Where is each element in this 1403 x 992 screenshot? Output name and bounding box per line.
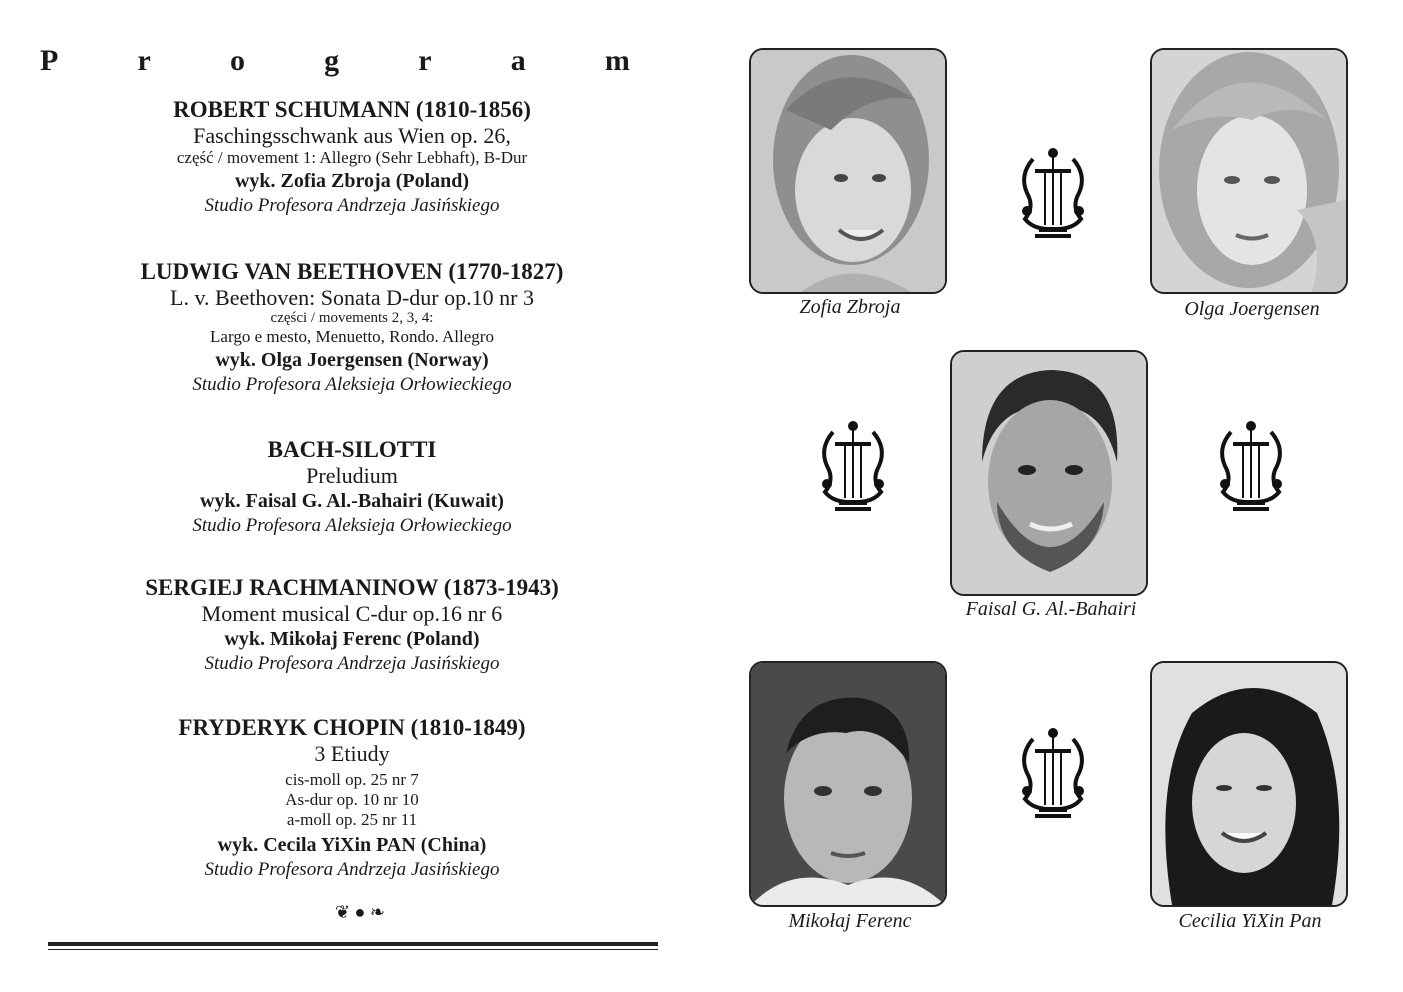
work-title: Faschingsschwank aus Wien op. 26, <box>193 123 511 148</box>
work-title: Preludium <box>306 463 398 488</box>
work-title: Moment musical C-dur op.16 nr 6 <box>201 601 503 626</box>
performer: wyk. Olga Joergensen (Norway) <box>215 349 489 371</box>
ornament: ❦ ● ❧ <box>334 902 386 922</box>
etude-item: cis-moll op. 25 nr 7 <box>285 770 419 789</box>
studio: Studio Profesora Aleksieja Orłowieckiego <box>192 515 512 536</box>
etude-item: As-dur op. 10 nr 10 <box>285 790 419 809</box>
heading-letter: g <box>324 44 340 77</box>
performer: wyk. Zofia Zbroja (Poland) <box>234 170 470 192</box>
program-item-chopin <box>40 714 664 882</box>
performer: wyk. Mikołaj Ferenc (Poland) <box>224 628 480 650</box>
lyre-icon <box>1211 418 1291 512</box>
caption-faisal: Faisal G. Al.-Bahairi <box>965 598 1137 620</box>
work-title: L. v. Beethoven: Sonata D-dur op.10 nr 3 <box>170 285 534 310</box>
photo-zofia-zbroja <box>749 48 947 294</box>
work-detail: Largo e mesto, Menuetto, Rondo. Allegro <box>210 327 494 346</box>
program-item-beethoven <box>40 258 664 397</box>
lyre-icon <box>1013 725 1093 819</box>
photo-cecilia-yixin-pan <box>1150 661 1348 907</box>
program-item-rachmaninow <box>40 574 664 676</box>
photo-faisal-al-bahairi <box>950 350 1148 596</box>
etude-item: a-moll op. 25 nr 11 <box>286 810 418 829</box>
studio: Studio Profesora Andrzeja Jasińskiego <box>204 195 500 216</box>
heading-letter: m <box>604 44 630 77</box>
performer: wyk. Cecila YiXin PAN (China) <box>217 834 487 856</box>
lyre-icon <box>1013 145 1093 239</box>
caption-cecilia: Cecilia YiXin Pan <box>1178 910 1322 932</box>
composer-name: ROBERT SCHUMANN (1810-1856) <box>173 97 531 122</box>
heading-letter: a <box>510 44 526 77</box>
work-title: 3 Etiudy <box>314 741 390 766</box>
caption-mikolaj: Mikołaj Ferenc <box>788 910 912 932</box>
composer-name: FRYDERYK CHOPIN (1810-1849) <box>178 715 526 740</box>
divider-rule <box>48 942 658 946</box>
composer-name: BACH-SILOTTI <box>267 437 437 462</box>
composer-name: SERGIEJ RACHMANINOW (1873-1943) <box>145 575 559 600</box>
photo-olga-joergensen <box>1150 48 1348 294</box>
divider-rule-thin <box>48 949 658 950</box>
performer: wyk. Faisal G. Al.-Bahairi (Kuwait) <box>200 490 504 512</box>
heading-letter: r <box>418 44 432 77</box>
caption-olga: Olga Joergensen <box>1184 298 1320 320</box>
heading-letter: r <box>137 44 151 77</box>
program-list <box>40 0 664 992</box>
heading-letter: P <box>40 44 59 77</box>
composer-name: LUDWIG VAN BEETHOVEN (1770-1827) <box>140 259 564 284</box>
studio: Studio Profesora Andrzeja Jasińskiego <box>204 859 500 880</box>
lyre-icon <box>813 418 893 512</box>
studio: Studio Profesora Aleksieja Orłowieckiego <box>192 374 512 395</box>
program-item-schumann <box>40 96 664 218</box>
heading-letter: o <box>229 44 245 77</box>
work-detail: części / movements 2, 3, 4: <box>270 310 434 326</box>
work-detail: część / movement 1: Allegro (Sehr Lebhaft), B-Dur <box>176 148 528 167</box>
caption-zofia: Zofia Zbroja <box>799 296 901 318</box>
program-item-bach-silotti <box>40 436 664 538</box>
studio: Studio Profesora Andrzeja Jasińskiego <box>204 653 500 674</box>
photo-mikolaj-ferenc <box>749 661 947 907</box>
